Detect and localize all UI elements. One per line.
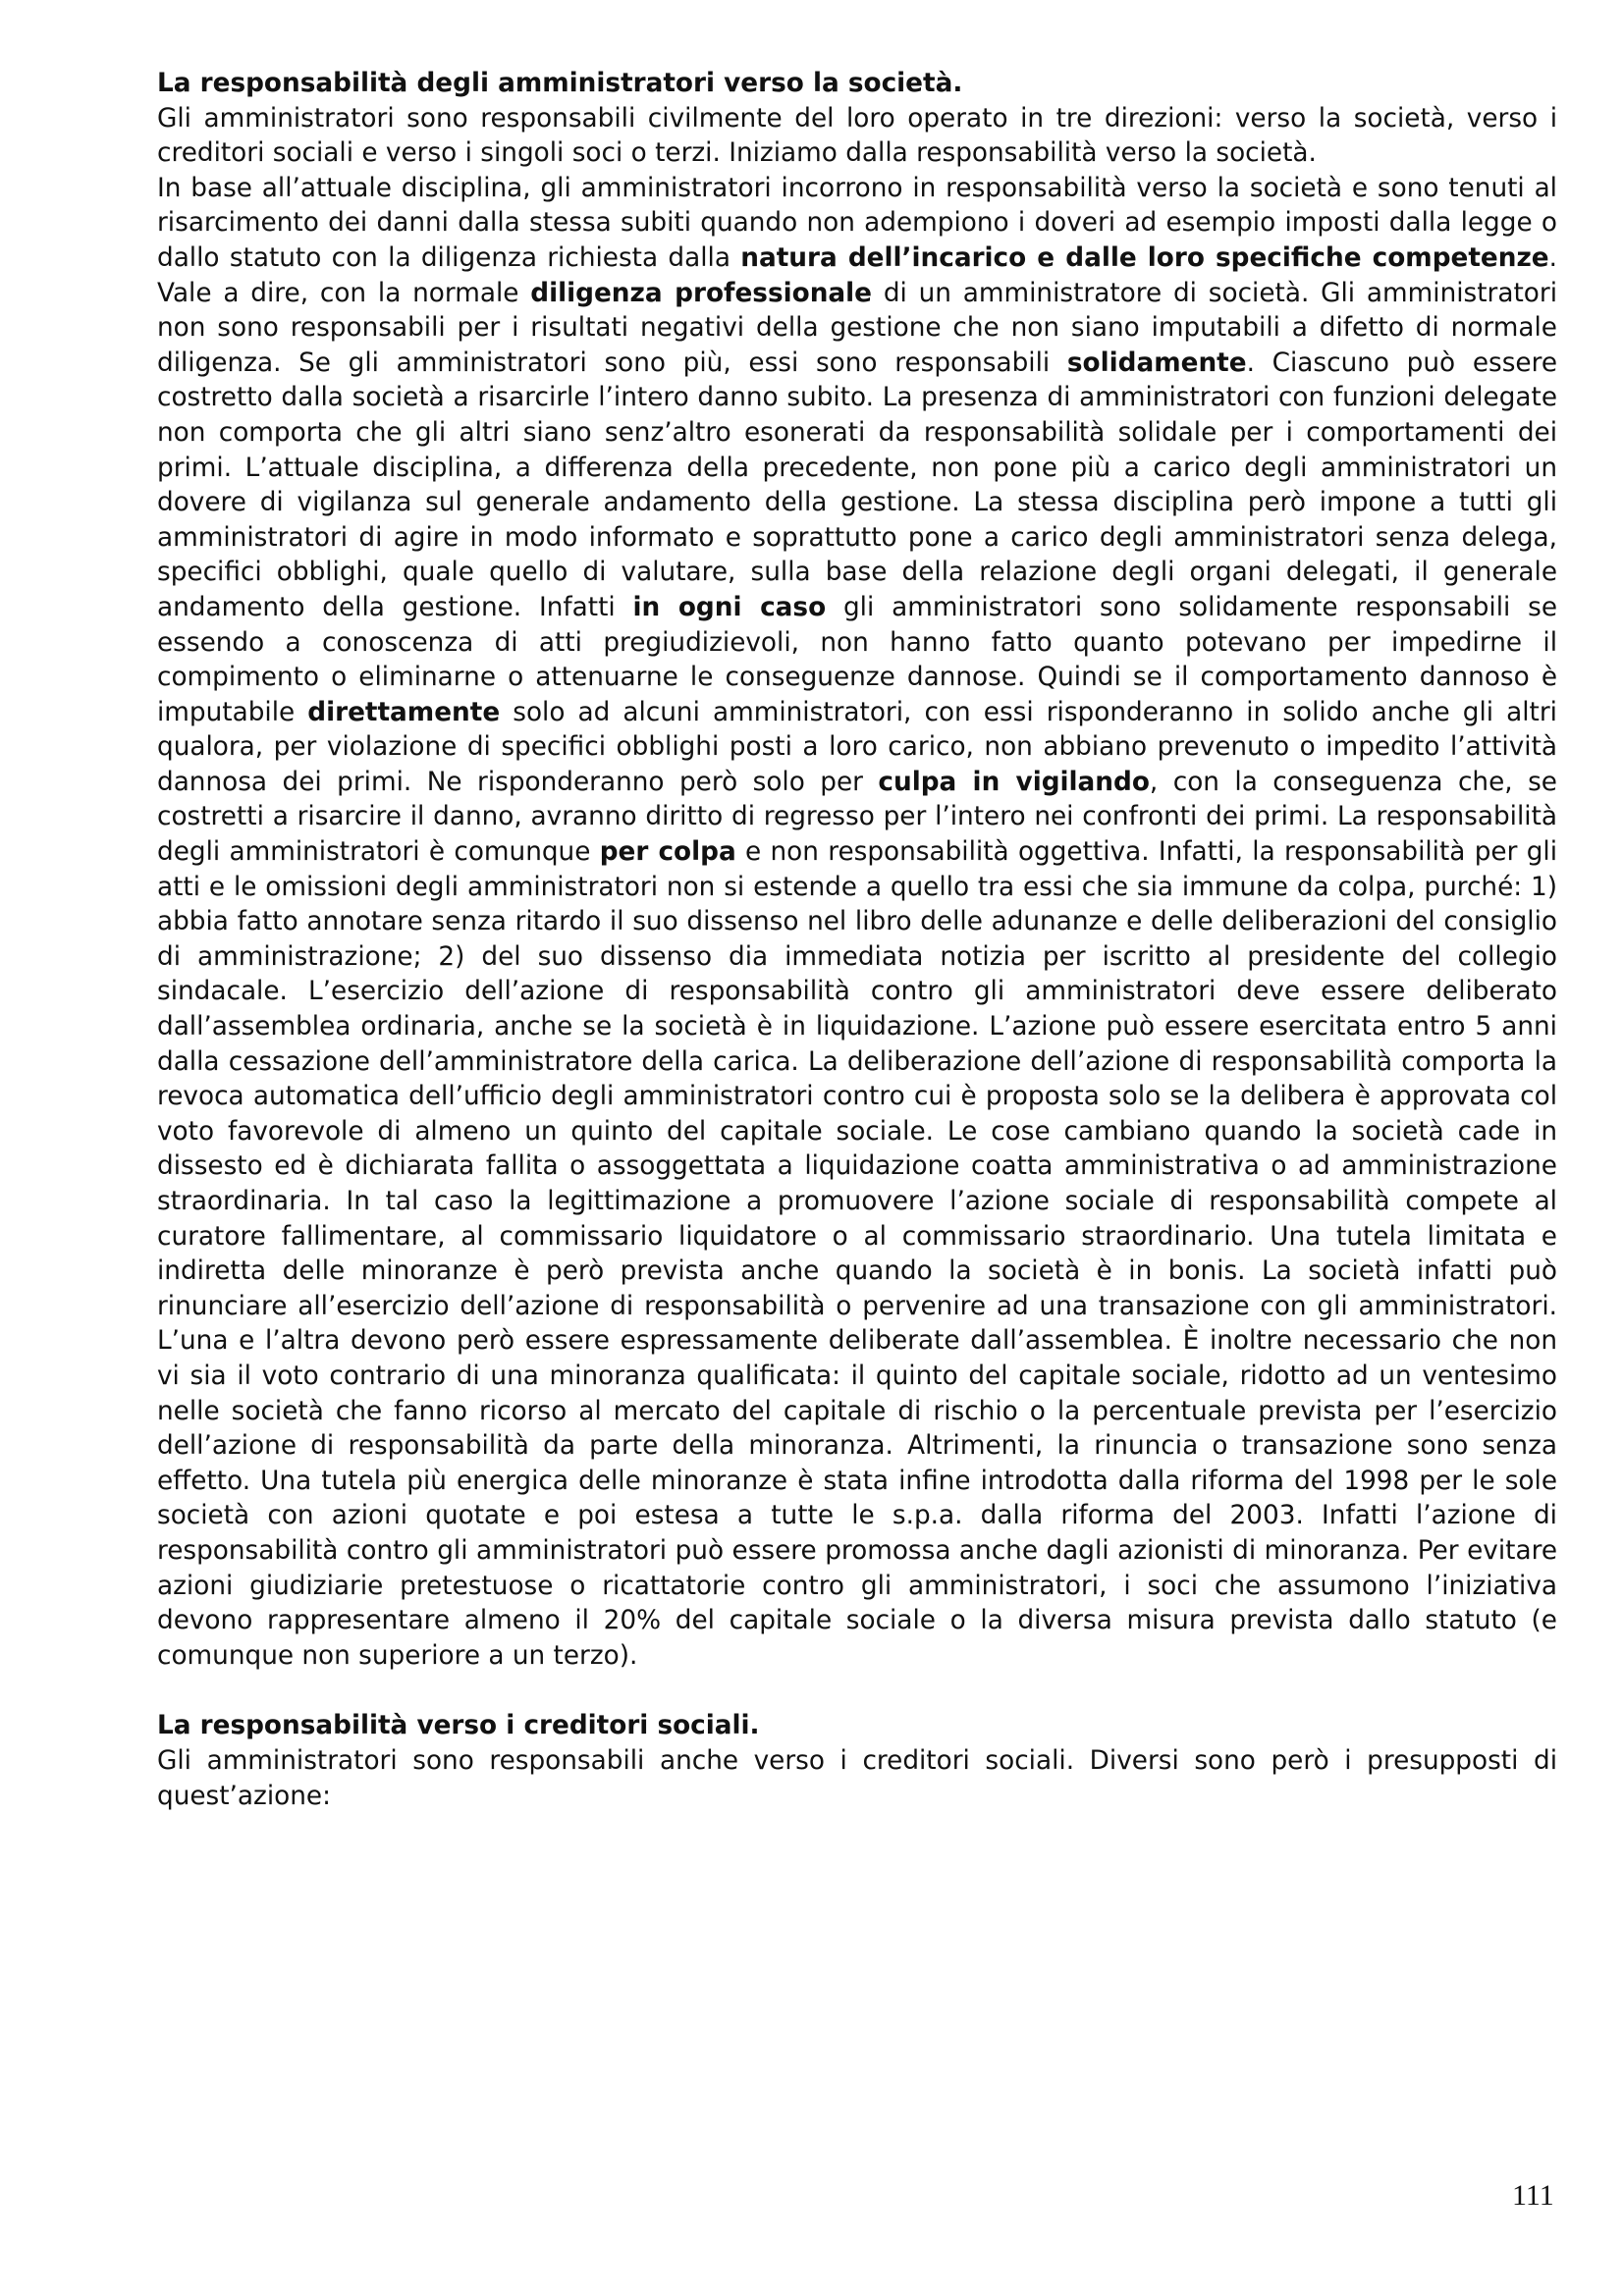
bold-term: natura dell’incarico e dalle loro specifiche competenze bbox=[740, 242, 1549, 273]
text-run: In base all’attuale disciplina, gli amministratori incorrono in responsabilità verso la società e sono tenuti al risarcimento dei danni dalla stessa subiti quando non adempiono i doveri ad esempio imposti dalla legge o dallo statuto con la diligenza richiesta dalla bbox=[157, 173, 1557, 273]
creditors-liability-paragraph: Gli amministratori sono responsabili anche verso i creditori sociali. Diversi sono però i presupposti di quest’azione: bbox=[157, 1745, 1557, 1811]
text-run: . Vale a dire, con la normale bbox=[157, 242, 1557, 308]
text-run: solo ad alcuni amministratori, con essi risponderanno in solido anche gli altri qualora, per violazione di specifici obblighi posti a loro carico, non abbiano prevenuto o impedito l’attività dannosa dei primi. Ne risponderanno però solo per bbox=[157, 697, 1557, 797]
bold-term: solidamente bbox=[1066, 347, 1247, 378]
section-heading-company-liability: La responsabilità degli amministratori verso la società. bbox=[157, 69, 963, 98]
section-heading-creditors-liability: La responsabilità verso i creditori sociali. bbox=[157, 1711, 760, 1741]
intro-paragraph: Gli amministratori sono responsabili civilmente del loro operato in tre direzioni: verso la società, verso i creditori sociali e verso i singoli soci o terzi. Iniziamo dalla responsabilità verso la società. bbox=[157, 103, 1557, 169]
text-run: gli amministratori sono solidamente responsabili se essendo a conoscenza di atti pregiudizievoli, non hanno fatto quanto potevano per impedirne il compimento o eliminarne o attenuarne le conseguenze dannose. Quindi se il comportamento dannoso è imputabile bbox=[157, 592, 1557, 727]
page-number: 111 bbox=[1512, 2179, 1554, 2212]
text-run: e non responsabilità oggettiva. Infatti, la responsabilità per gli atti e le omissioni degli amministratori non si estende a quello tra essi che sia immune da colpa, purché: 1) abbia fatto annotare senza ritardo il suo dissenso nel libro delle adunanze e delle deliberazioni del consiglio di amministrazione; 2) del suo dissenso dia immediata notizia per iscritto al presidente del collegio sindacale. L’esercizio dell’azione di responsabilità contro gli amministratori deve essere deliberato dall’assemblea ordinaria, anche se la società è in liquidazione. L’azione può essere esercitata entro 5 anni dalla cessazione dell’amministratore della carica. La deliberazione dell’azione di responsabilità comporta la revoca automatica dell’ufficio degli amministratori contro cui è proposta solo se la delibera è approvata col voto favorevole di almeno un quinto del capitale sociale. Le cose cambiano quando la società cade in dissesto ed è dichiarata fallita o assoggettata a liquidazione coatta amministrativa o ad amministrazione straordinaria. In tal caso la legittimazione a promuovere l’azione sociale di responsabilità compete al curatore fallimentare, al commissario liquidatore o al commissario straordinario. Una tutela limitata e indiretta delle minoranze è però prevista anche quando la società è in bonis. La società infatti può rinunciare all’esercizio dell’azione di responsabilità o pervenire ad una transazione con gli amministratori. L’una e l’altra devono però essere espressamente deliberate dall’assemblea. È inoltre necessario che non vi sia il voto contrario di una minoranza qualificata: il quinto del capitale sociale, ridotto ad un ventesimo nelle società che fanno ricorso al mercato del capitale di rischio o la percentuale prevista per l’esercizio dell’azione di responsabilità da parte della minoranza. Altrimenti, la rinuncia o transazione sono senza effetto. Una tutela più energica delle minoranze è stata infine introdotta dalla riforma del 1998 per le sole società con azioni quotate e poi estesa a tutte le s.p.a. dalla riforma del 2003. Infatti l’azione di responsabilità contro gli amministratori può essere promossa anche dagli azionisti di minoranza. Per evitare azioni giudiziarie pretestuose o ricattatorie contro gli amministratori, i soci che assumono l’iniziativa devono rappresentare almeno il 20% del capitale sociale o la diversa misura prevista dallo statuto (e comunque non superiore a un terzo). bbox=[157, 837, 1558, 1671]
bold-term: per colpa bbox=[599, 837, 736, 868]
bold-term: culpa in vigilando bbox=[878, 767, 1150, 797]
bold-term: diligenza professionale bbox=[530, 278, 873, 308]
bold-term: direttamente bbox=[307, 697, 501, 727]
document-page bbox=[157, 67, 1557, 1814]
text-run: , con la conseguenza che, se costretti a risarcire il danno, avranno diritto di regresso per l’intero nei confronti dei primi. La responsabilità degli amministratori è comunque bbox=[157, 767, 1557, 868]
text-run: di un amministratore di società. Gli amministratori non sono responsabili per i risultati negativi della gestione che non siano imputabili a difetto di normale diligenza. Se gli amministratori sono più, essi sono responsabili bbox=[157, 278, 1557, 378]
bold-term: in ogni caso bbox=[632, 592, 827, 622]
section-spacer bbox=[157, 1674, 1557, 1709]
text-run: . Ciascuno può essere costretto dalla società a risarcirle l’intero danno subito. La presenza di amministratori con funzioni delegate non comporta che gli altri siano senz’altro esonerati da responsabilità solidale per i comportamenti dei primi. L’attuale disciplina, a differenza della precedente, non pone più a carico degli amministratori un dovere di vigilanza sul generale andamento della gestione. La stessa disciplina però impone a tutti gli amministratori di agire in modo informato e soprattutto pone a carico degli amministratori senza delega, specifici obblighi, quale quello di valutare, sulla base della relazione degli organi delegati, il generale andamento della gestione. Infatti bbox=[157, 347, 1557, 622]
company-liability-paragraph bbox=[157, 172, 1557, 1675]
